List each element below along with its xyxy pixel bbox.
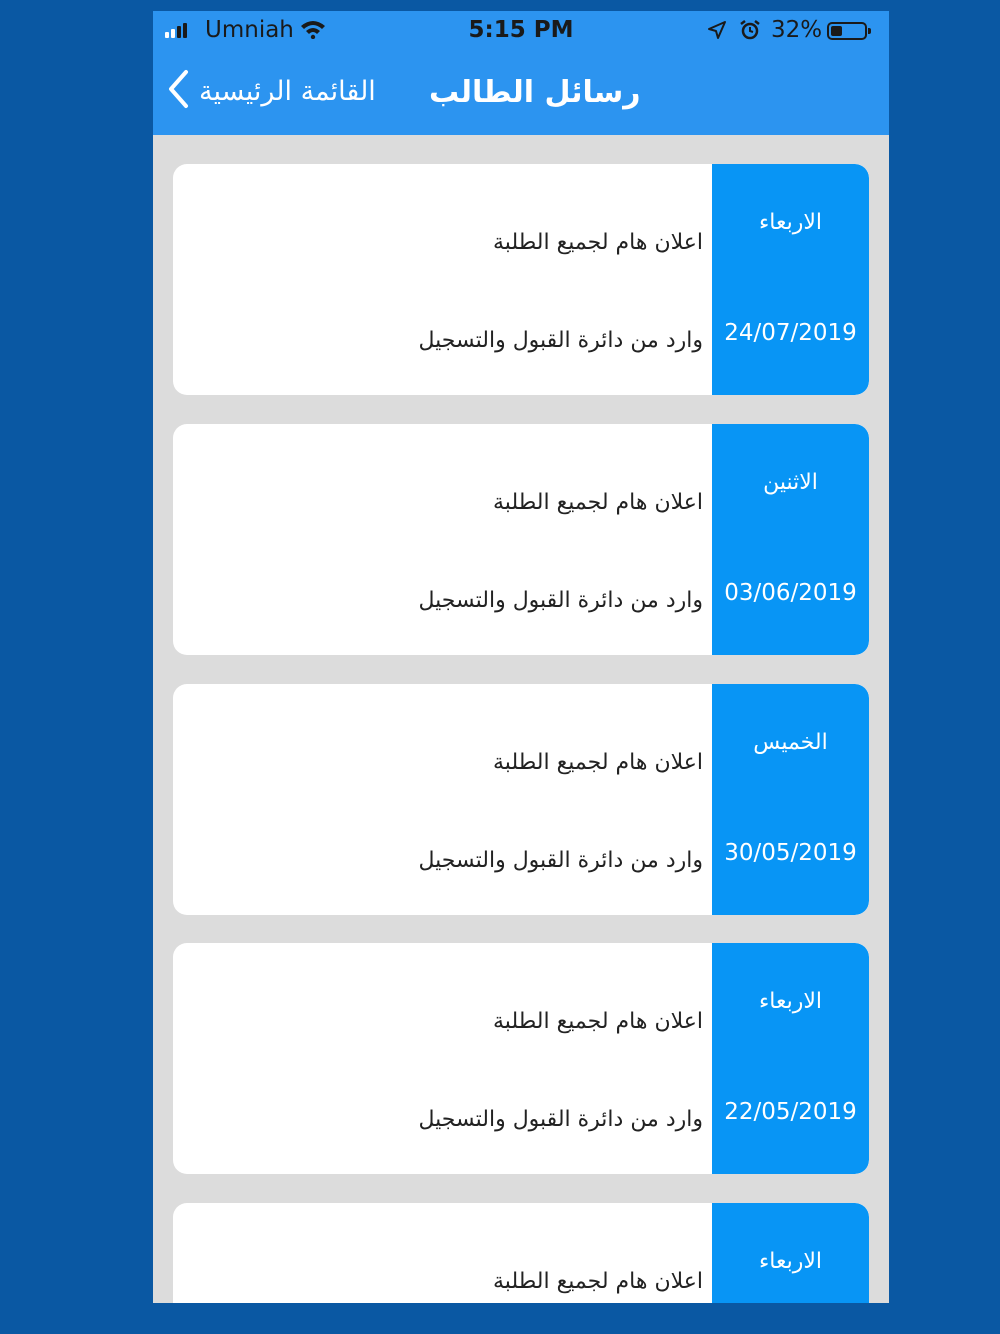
location-arrow-icon <box>707 20 727 44</box>
message-card[interactable] <box>173 684 869 915</box>
message-date: 22/05/2019 <box>724 1099 857 1125</box>
message-subject: اعلان هام لجميع الطلبة <box>493 1009 703 1034</box>
message-date-panel <box>712 1203 869 1303</box>
app-header <box>153 11 889 135</box>
back-button-label: القائمة الرئيسية <box>199 75 376 107</box>
message-day: الاربعاء <box>758 210 823 235</box>
message-card[interactable] <box>173 1203 869 1303</box>
message-sender: وارد من دائرة القبول والتسجيل <box>418 588 703 613</box>
page-title: رسائل الطالب <box>429 75 641 110</box>
battery-percentage: 32% <box>771 17 823 43</box>
message-date: 03/06/2019 <box>724 580 857 606</box>
message-date-panel <box>712 424 869 655</box>
message-card[interactable] <box>173 164 869 395</box>
message-date: 30/05/2019 <box>724 840 857 866</box>
message-date: 24/07/2019 <box>724 320 857 346</box>
message-subject: اعلان هام لجميع الطلبة <box>493 230 703 255</box>
message-sender: وارد من دائرة القبول والتسجيل <box>418 848 703 873</box>
alarm-clock-icon <box>739 19 761 45</box>
message-date-panel <box>712 943 869 1174</box>
message-day: الخميس <box>753 730 828 755</box>
message-sender: وارد من دائرة القبول والتسجيل <box>418 328 703 353</box>
message-card[interactable] <box>173 943 869 1174</box>
navigation-bar <box>153 55 889 135</box>
message-subject: اعلان هام لجميع الطلبة <box>493 1269 703 1294</box>
status-time: 5:15 PM <box>468 17 574 43</box>
battery-icon <box>827 22 867 40</box>
chevron-left-icon <box>167 69 189 113</box>
message-day: الاثنين <box>763 470 818 495</box>
message-date-panel <box>712 684 869 915</box>
carrier-name: Umniah <box>205 17 294 43</box>
message-day: الاربعاء <box>758 989 823 1014</box>
phone-screen <box>153 11 889 1303</box>
message-subject: اعلان هام لجميع الطلبة <box>493 750 703 775</box>
message-date-panel <box>712 164 869 395</box>
status-bar <box>153 11 889 55</box>
back-button[interactable] <box>167 69 376 113</box>
message-day: الاربعاء <box>758 1249 823 1274</box>
message-subject: اعلان هام لجميع الطلبة <box>493 490 703 515</box>
message-sender: وارد من دائرة القبول والتسجيل <box>418 1107 703 1132</box>
message-card[interactable] <box>173 424 869 655</box>
